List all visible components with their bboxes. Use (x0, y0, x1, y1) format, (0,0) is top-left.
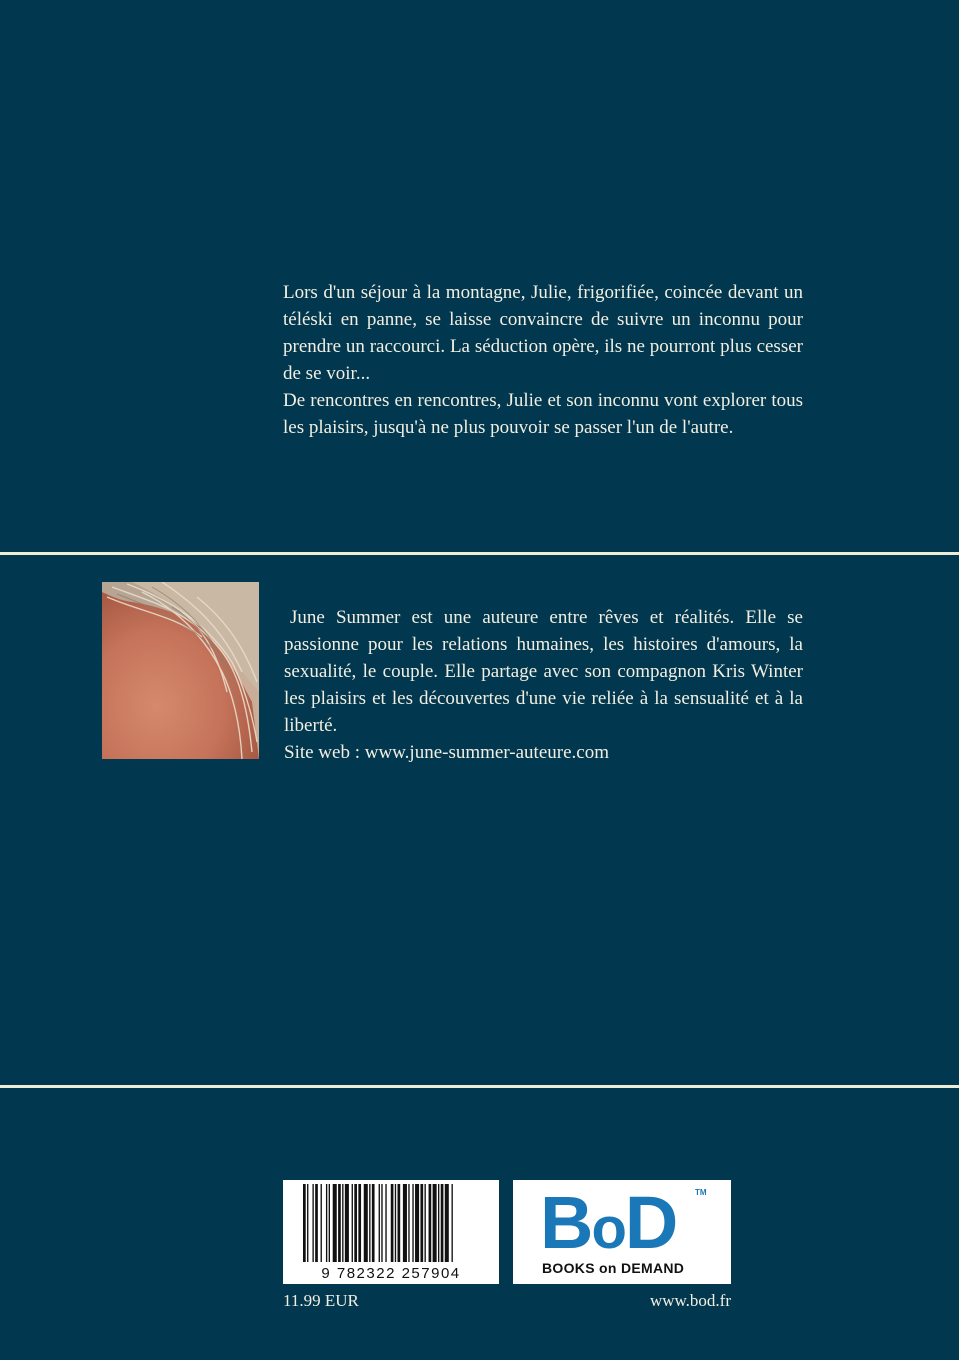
barcode-bar (415, 1184, 419, 1262)
barcode-bar (312, 1184, 313, 1262)
barcode-bar (420, 1184, 423, 1262)
barcode-bar (429, 1184, 432, 1262)
barcode-bar (321, 1184, 322, 1262)
bod-tagline (542, 1260, 684, 1276)
barcode-bar (315, 1184, 318, 1262)
barcode-bar (329, 1184, 330, 1262)
barcode-bar (379, 1184, 380, 1262)
barcode-bar (445, 1184, 449, 1262)
publisher-website: www.bod.fr (649, 1291, 731, 1310)
barcode-bar (381, 1184, 382, 1262)
barcode-bar (352, 1184, 353, 1262)
tagline-books: BOOKS (542, 1260, 600, 1276)
barcode-bar (425, 1184, 426, 1262)
trademark-mark: TM (695, 1188, 707, 1197)
bod-logo-d: D (624, 1181, 677, 1264)
barcode-bar (452, 1184, 453, 1262)
barcode-bar (303, 1184, 306, 1262)
barcode-bar (326, 1184, 327, 1262)
barcode-bar (395, 1184, 396, 1262)
barcode-bar (408, 1184, 409, 1262)
author-bio (284, 604, 803, 766)
bod-logo-b: B (540, 1181, 592, 1264)
barcode-bar (412, 1184, 413, 1262)
blurb-paragraph-2: De rencontres en rencontres, Julie et son inconnu vont explorer tous les plaisirs, jusqu'à ne plus pouvoir se passer l'un de l'autre. (283, 390, 803, 438)
barcode-bar (307, 1184, 308, 1262)
barcode-bar (441, 1184, 444, 1262)
isbn-barcode (283, 1180, 499, 1284)
divider-bottom (0, 1085, 959, 1088)
barcode-bar (369, 1184, 370, 1262)
blurb-paragraph-1: Lors d'un séjour à la montagne, Julie, frigorifiée, coincée devant un téléski en panne, se laisse convaincre de suivre un inconnu pour prendre un raccourci. La séduction opère, ils ne pourront plus cesser de se voir... (283, 282, 803, 384)
barcode-bar (398, 1184, 401, 1262)
barcode-bar (358, 1184, 361, 1262)
author-website: Site web : www.june-summer-auteure.com (284, 742, 609, 763)
tagline-on: on (599, 1260, 617, 1276)
barcode-bars (283, 1180, 499, 1264)
barcode-bar (338, 1184, 341, 1262)
barcode-bar (372, 1184, 375, 1262)
barcode-bar (333, 1184, 337, 1262)
tagline-demand: DEMAND (616, 1260, 685, 1276)
author-photo (102, 582, 259, 759)
barcode-bar (391, 1184, 394, 1262)
barcode-bar (385, 1184, 386, 1262)
barcode-bar (342, 1184, 343, 1262)
bod-logo-text (540, 1181, 677, 1266)
isbn-number: 9 782322 257904 (321, 1265, 461, 1282)
barcode-bar (433, 1184, 437, 1262)
divider-top (0, 552, 959, 555)
book-blurb (283, 279, 803, 441)
barcode-bar (354, 1184, 357, 1262)
barcode-bar (364, 1184, 368, 1262)
author-bio-text: June Summer est une auteure entre rêves et réalités. Elle se passionne pour les relations humaines, les histoires d'amours, la sexualité, le couple. Elle partage avec son compagnon Kris Winter les plaisirs et les découvertes d'une vie reliée à la sensualité et à la liberté. (284, 607, 803, 736)
barcode-bar (345, 1184, 349, 1262)
publisher-logo (513, 1180, 731, 1284)
barcode-bar (438, 1184, 439, 1262)
price-label: 11.99 EUR (283, 1291, 359, 1310)
author-photo-image (102, 582, 259, 759)
bod-logo-o: o (591, 1196, 625, 1261)
barcode-bar (403, 1184, 407, 1262)
